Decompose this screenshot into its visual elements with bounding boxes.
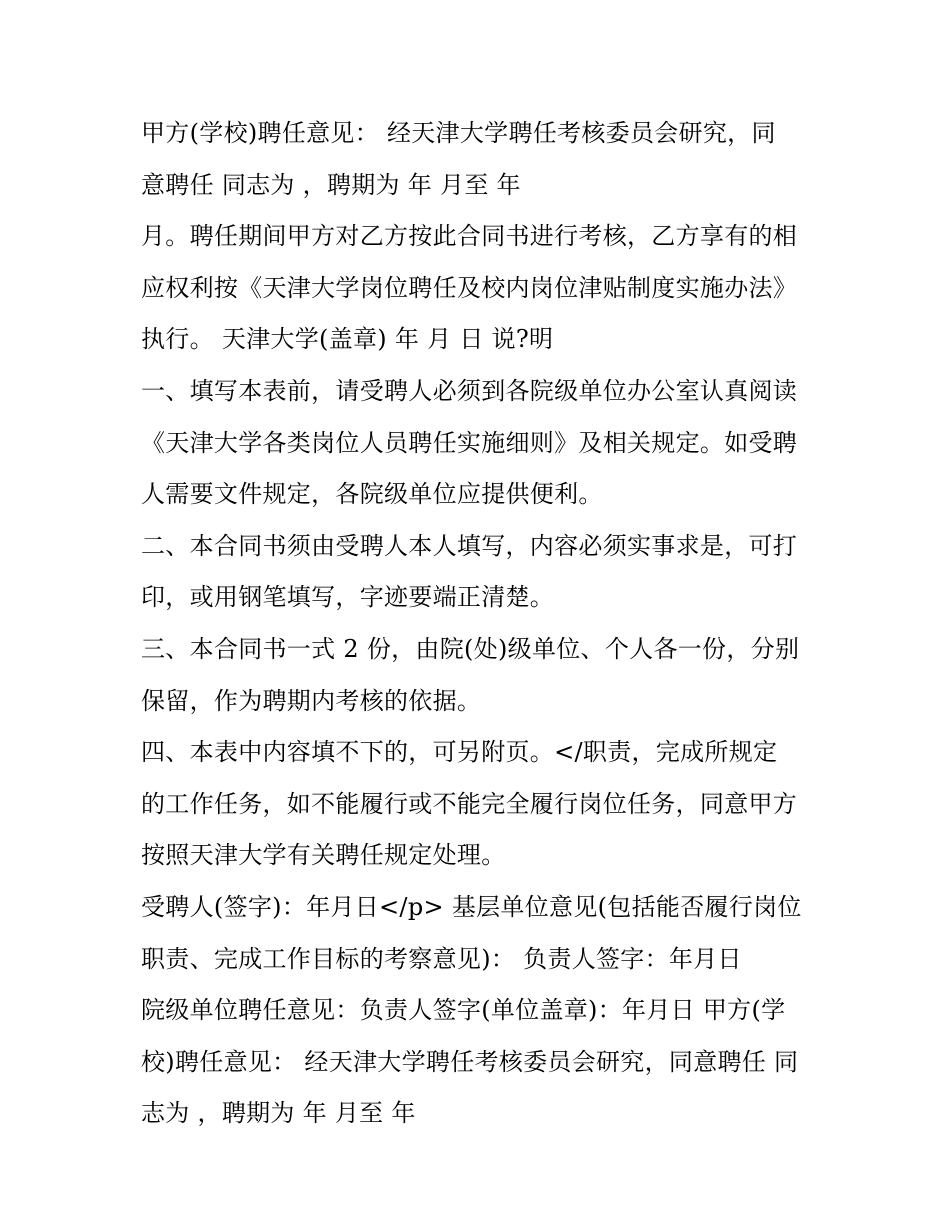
text-line: 受聘人(签字)：年月日</p> 基层单位意见(包括能否履行岗位 (141, 892, 802, 921)
text-line: 的工作任务，如不能履行或不能完全履行岗位任务，同意甲方 (141, 789, 798, 818)
document-body (141, 108, 821, 1140)
text-line: 院级单位聘任意见：负责人签字(单位盖章)：年月日 甲方(学 (141, 996, 786, 1025)
text-line: 三、本合同书一式 2 份，由院(处)级单位、个人各一份，分别 (141, 634, 800, 663)
text-line: 人需要文件规定，各院级单位应提供便利。 (141, 480, 603, 509)
text-line: 《天津大学各类岗位人员聘任实施细则》及相关规定。如受聘 (141, 428, 798, 457)
text-line: 执行。 天津大学(盖章) 年 月 日 说?明 (141, 325, 554, 354)
text-line: 职责、完成工作目标的考察意见)： 负责人签字：年月日 (141, 944, 742, 973)
text-line: 二、本合同书须由受聘人本人填写，内容必须实事求是，可打 (141, 531, 798, 560)
text-line: 意聘任 同志为 ，聘期为 年 月至 年 (141, 170, 521, 199)
text-line: 甲方(学校)聘任意见： 经天津大学聘任考核委员会研究，同 (141, 119, 776, 147)
text-line: 校)聘任意见： 经天津大学聘任考核委员会研究，同意聘任 同 (141, 1047, 799, 1076)
text-line: 保留，作为聘期内考核的依据。 (141, 686, 482, 715)
text-line: 应权利按《天津大学岗位聘任及校内岗位津贴制度实施办法》 (141, 273, 798, 302)
text-line: 按照天津大学有关聘任规定处理。 (141, 841, 506, 870)
text-line: 印，或用钢笔填写，字迹要端正清楚。 (141, 583, 555, 612)
text-line: 月。聘任期间甲方对乙方按此合同书进行考核，乙方享有的相 (141, 222, 798, 251)
text-line: 四、本表中内容填不下的，可另附页。</职责，完成所规定 (141, 738, 778, 767)
text-line: 志为 ，聘期为 年 月至 年 (141, 1099, 416, 1128)
text-line: 一、填写本表前，请受聘人必须到各院级单位办公室认真阅读 (141, 376, 798, 405)
